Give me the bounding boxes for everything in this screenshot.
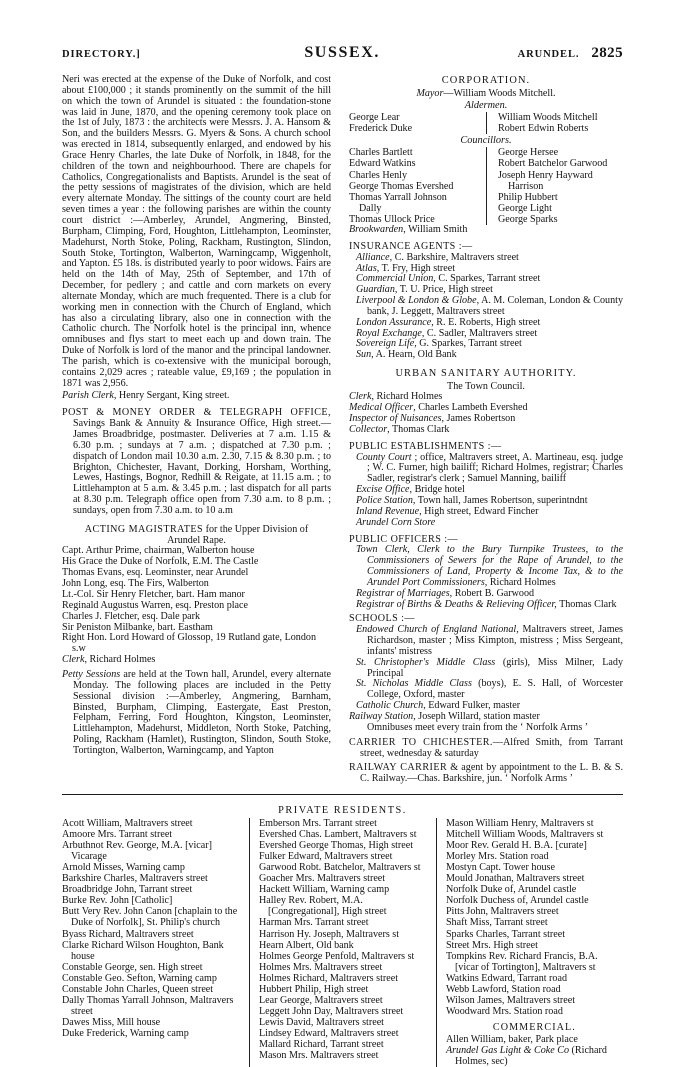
residents-column-1 [62,818,249,1067]
list-item: Norfolk Duchess of, Arundel castle [445,895,589,907]
entry-name: Inland Revenue [356,505,420,517]
entry-name: Royal Exchange [356,327,422,339]
entry-detail: , Maltravers street, James Richardson, master ; Miss Kimpton, mistress ; Miss Sergeant, infants' mistress [367,624,623,657]
entry-name: Arundel Gas Light & Coke Co [445,1045,570,1056]
public-officers-list [349,545,623,610]
parish-clerk-entry [62,391,331,402]
list-item: Hearn Albert, Old bank [258,939,354,951]
schools-heading: SCHOOLS :— [349,613,415,625]
section-divider-rule [62,794,623,795]
urban-sanitary-authority-subheading: The Town Council. [447,381,525,393]
list-item: George Light [498,202,552,214]
list-item: Edward Watkins [349,158,416,170]
aldermen-column-left [349,112,486,134]
list-item: Charles Henly [349,169,408,181]
entry-name: Registrar of Marriages [356,587,450,599]
entry-name: Alliance [356,251,390,263]
parish-clerk-label: Parish Clerk [62,390,114,402]
running-head-county: SUSSEX. [304,44,380,61]
list-item: Frederick Duke [349,123,413,135]
list-item: Lindsey Edward, Maltravers street [258,1027,399,1039]
list-item: Dawes Miss, Mill house [62,1016,161,1028]
magistrates-clerk-entry [62,655,331,666]
list-item: Butt Very Rev. John Canon [chaplain to the Duke of Norfolk], St. Philip's church [62,906,238,929]
entry-name: Commercial Union [356,273,434,285]
entry-name: Arundel Corn Store [356,516,436,528]
list-item: Evershed Chas. Lambert, Maltravers st [258,829,417,841]
residents-column-2 [249,818,436,1067]
entry-detail: , Charles Lambeth Evershed [413,402,528,414]
list-item: Garwood Robt. Batchelor, Maltravers st [258,862,421,874]
list-item: Harman Mrs. Tarrant street [258,917,369,929]
list-item: Halley Rev. Robert, M.A. [Congregational], High street [258,895,387,918]
commercial-heading: COMMERCIAL. [492,1021,576,1033]
entry-name: London Assurance [356,316,432,328]
list-item: Sir Peniston Milbanke, bart. Eastham [62,621,213,633]
list-item: Arnold Misses, Warning camp [62,862,185,874]
railway-carrier-label: RAILWAY CARRIER [349,762,448,774]
entry-detail: , Robert B. Garwood [449,587,535,599]
residents-column-3 [436,818,623,1067]
list-item: Amoore Mrs. Tarrant street [62,829,173,841]
list-item: Robert Batchelor Garwood [498,158,608,170]
entry-detail: , Thomas Clark [387,423,450,435]
left-column [62,75,340,757]
private-residents-heading: PRIVATE RESIDENTS. [278,805,407,817]
page-number: 2825 [591,45,623,61]
public-establishments-list [349,453,623,529]
list-item: Mason William Henry, Maltravers st [445,818,594,830]
mayor-label: Mayor [416,88,444,99]
entry-detail: , Edward Fulker, master [423,700,521,712]
acting-magistrates-heading-line2: Arundel Rape. [167,534,226,546]
list-item: Byass Richard, Maltravers street [62,928,194,940]
list-item: Hubbert Philip, High street [258,983,369,995]
list-item: Evershed George Thomas, High street [258,840,414,852]
entry-name: Catholic Church [356,700,424,712]
post-office-body: Savings Bank & Annuity & Insurance Office, High street.—James Broadbridge, postmaster. Deliveries at 7 a.m. 1.15 & 6.30 p.m. ; sundays at 7 a.m. ; dispatched at 7.30 p.m. ; dispatch of London mail 10.30 a.m. 2.30, 7.15 & 8.30 p.m. ; to Brighton, Chichester, Havant, Dorking, Horsham, Worthing, Lewes, Hastings, Bognor, Redhill & Reigate, at 11.15 a.m. ; to Littlehampton at 5 a.m. & 3.45 p.m. ; last dispatch for all parts at 8.30 p.m. Telegraph office open from 7.30 a.m. to 8 p.m. ; sundays, open from 7.30 a.m. to 10 a.m [73,418,331,516]
list-item: Harrison [508,180,544,192]
magistrates-clerk-value: , Richard Holmes [84,654,156,666]
list-item [349,425,623,436]
list-item: Holmes Richard, Maltravers street [258,972,398,984]
list-item: Norfolk Duke of, Arundel castle [445,884,577,896]
entry-detail: , T. U. Price, High street [394,284,493,296]
entry-detail: , G. Sparkes, Tarrant street [414,338,522,350]
entry-detail: , C. Sadler, Maltravers street [421,327,538,339]
list-item: Broadbridge John, Tarrant street [62,884,193,896]
private-residents-columns [62,818,623,1067]
list-item [356,600,623,611]
entry-detail: (girls), Miss Milner, Lady Principal [367,656,623,679]
mayor-value: —William Woods Mitchell. [443,88,556,99]
carrier-to-chichester-entry [349,738,623,760]
list-item: Mason Mrs. Maltravers street [258,1050,379,1062]
entry-name: Inspector of Nuisances [349,413,442,425]
post-office-label: POST & MONEY ORDER & TELEGRAPH OFFICE, [62,407,331,419]
list-item: Philip Hubbert [498,191,558,203]
urban-sanitary-authority-heading: URBAN SANITARY AUTHORITY. [395,368,577,380]
list-item: William Woods Mitchell [498,112,598,124]
insurance-agents-heading: INSURANCE AGENTS :— [349,240,473,252]
entry-detail: ; office, Maltravers street, A. Martineau, esq. judge ; W. C. Furner, high bailiff; Richard Holmes, registrar; Charles Sadler, registrar's clerk ; Samuel Manning, bailiff [367,451,623,485]
list-item: Leggett John Day, Maltravers street [258,1005,404,1017]
omnibus-note: Omnibuses meet every train from the ‘ Norfolk Arms ’ [367,721,589,733]
mayor-entry [349,88,623,99]
list-item: Holmes Mrs. Maltravers street [258,961,383,973]
list-item: Hackett William, Warning camp [258,884,390,896]
corporation-heading: CORPORATION. [441,75,531,86]
entry-name: Atlas [356,262,377,274]
entry-name: Guardian [356,284,395,296]
entry-detail: , James Robertson [441,413,516,425]
post-office-entry [62,408,331,516]
list-item: Barkshire Charles, Maltravers street [62,873,208,885]
list-item: Acott William, Maltravers street [62,818,193,830]
list-item [356,545,623,588]
entry-name: Sovereign Life [356,338,415,350]
list-item: Webb Lawford, Station road [445,983,561,995]
parish-clerk-value: , Henry Sergant, King street. [113,390,230,402]
entry-detail: , High street, Edward Fincher [419,505,539,517]
entry-detail: , A. Hearn, Old Bank [371,349,457,361]
list-item: Duke Frederick, Warning camp [62,1027,189,1039]
list-item: Sparks Charles, Tarrant street [445,928,566,940]
entry-detail: , Bridge hotel [409,484,465,496]
brookwarden-label: Brookwarden [349,224,404,236]
insurance-agents-list [349,253,623,361]
carrier-to-chichester-label: CARRIER TO CHICHESTER. [349,736,493,748]
entry-detail: (Richard Holmes, sec) [454,1045,607,1067]
list-item: George Hersee [498,147,559,159]
list-item: Dally Thomas Yarrall Johnson, Maltravers street [62,994,234,1017]
running-head-left: DIRECTORY.] [62,49,141,60]
list-item: Clarke Richard Wilson Houghton, Bank house [62,939,224,962]
entry-detail: (boys), E. S. Hall, of Worcester College, Oxford, master [367,678,623,701]
entry-name: St. Nicholas Middle Class [356,678,472,690]
councillors-column-right [486,147,623,225]
running-head [62,44,623,62]
carrier-to-chichester-body: —Alfred Smith, from Tarrant street, wednesday & saturday [360,736,623,759]
list-item [356,350,623,361]
list-item: Charles J. Fletcher, esq. Dale park [62,610,201,622]
list-item: Shaft Miss, Tarrant street [445,917,548,929]
petty-sessions-body: are held at the Town hall, Arundel, every alternate Monday. The following places are included in the Petty Sessional division :—Amberley, Angmering, Barnham, Binsted, Burpham, Climping, Eastergate, East Preston, Felpham, Ferring, Ford Houghton, Kingston, Leominster, Littlehampton, Madehurst, Middleton, North Stoke, Patching, Poling, Rackham (Hamlet), Rustington, Slindon, South Stoke, Tortington, Walberton, Warningcamp, and Yapton [73,669,332,756]
list-item [446,1045,623,1067]
entry-name: Liverpool & London & Globe [356,295,477,307]
entry-detail: , C. Sparkes, Tarrant street [433,273,541,285]
acting-magistrates-heading-rest: for the Upper Division of [203,523,309,535]
entry-name: Collector [349,423,388,435]
list-item [356,296,623,318]
brookwarden-value: , William Smith [403,224,468,236]
petty-sessions-label: Petty Sessions [62,669,121,681]
list-item: Constable George, sen. High street [62,961,203,973]
brookwarden-entry [349,225,623,236]
list-item: Constable Geo. Sefton, Warning camp [62,972,217,984]
arundel-intro-paragraph: Neri was erected at the expense of the Duke of Norfolk, and cost about £100,000 ; it stands prominently on the summit of the hill on which the town of Arundel is situated : the foundation-stone was laid in June, 1870, and the opening ceremony took place on the 1st of July, 1873 : the architects were Messrs. J. A. Hansom & Son, and the builders Messrs. G. Myers & Sons. A church school was erected in 1814, subsequently enlarged, and endowed by his Grace Henry Charles, the late Duke of Norfolk, in 1848, for the children of the town and neighbourhood. There are chapels for Catholics, Congregationalists and Baptists. Arundel is the seat of the petty sessions of magistrates of the division, which are held every alternate Monday. The sittings of the county court are held seven times a year : the following parishes are within the county court district :—Amberley, Arundel, Angmering, Binsted, Burpham, Climping, Ford, Houghton, Littlehampton, Leominster, Madehurst, North Stoke, Poling, Rackham, Rustington, Slindon, South Stoke, Tortington, Walberton, Warningcamp, Wiggenholt, and Yapton. £5 18s. is distributed yearly to poor widows. Fairs are held on the 14th of May, 25th of September, and 17th of December, for pedlery ; and cattle and corn markets on every alternate Monday, which are much frequented. There is a club for working men in connection with the Church of England, which has also a circulating library, also one in connection with the Catholic church. The Norfolk hotel is the principal inn, whence omnibuses and flys start to meet each up and down train. The Duke of Norfolk is lord of the manor and the principal landowner. The parish, which is co-extensive with the municipal borough, contains 2,029 acres ; rateable value, £9,169 ; the population in 1871 was 2,956. [62,74,331,389]
entry-detail: , A. M. Coleman, London & County bank, J. Leggett, Maltravers street [367,295,623,317]
list-item: Mostyn Capt. Tower house [445,862,555,874]
magistrates-list [62,546,331,655]
list-item: George Sparks [498,213,558,225]
list-item: Lt.-Col. Sir Henry Fletcher, bart. Ham manor [62,588,245,600]
list-item: Lewis David, Maltravers street [258,1016,384,1028]
list-item: Arbuthnot Rev. George, M.A. [vicar] Vicarage [62,840,212,863]
list-item: Holmes George Penfold, Maltravers st [258,950,415,962]
list-item: Harrison Hy. Joseph, Maltravers st [258,928,400,940]
list-item: Moor Rev. Gerald H. B.A. [curate] [445,840,587,852]
list-item: His Grace the Duke of Norfolk, E.M. The Castle [62,556,259,568]
list-item [356,453,623,486]
list-item: Thomas Ullock Price [349,213,435,225]
entry-name: Police Station [356,494,413,506]
list-item [356,625,623,658]
councillors-list [349,147,623,225]
list-item: Watkins Edward, Tarrant road [445,972,567,984]
entry-name: Town Clerk, Clerk to the Bury Turnpike Trustees, to the Commissioners of Sewers for the Rape of Arundel, to the Commissioners of Land, Property & Income Tax, & to the Arundel Port Commissioners, [356,544,623,588]
entry-detail: Richard Holmes [487,576,556,588]
main-two-column-body [62,75,623,785]
aldermen-heading: Aldermen. [464,100,508,112]
running-head-right [518,45,623,62]
aldermen-list [349,112,623,134]
list-item: Joseph Henry Hayward [498,169,593,181]
list-item: Fulker Edward, Maltravers street [258,851,393,863]
entry-detail: , Richard Holmes [371,391,443,403]
list-item: Mallard Richard, Tarrant street [258,1039,384,1050]
entry-detail: , R. E. Roberts, High street [431,316,541,328]
list-item: Goacher Mrs. Maltravers street [258,873,386,885]
acting-magistrates-heading [62,524,331,535]
right-column [340,75,623,785]
list-item: Dally [359,202,382,214]
list-item: Burke Rev. John [Catholic] [62,895,173,907]
list-item: Thomas Evans, esq. Leominster, near Arundel [62,566,249,578]
list-item: Constable John Charles, Queen street [62,983,214,995]
list-item: Mitchell William Woods, Maltravers st [445,829,604,841]
entry-detail: , C. Barkshire, Maltravers street [389,251,519,263]
entry-name: Railway Station [349,711,414,722]
list-item: Pitts John, Maltravers street [445,906,559,918]
list-item [356,679,623,701]
list-item: Tompkins Rev. Richard Francis, B.A. [vicar of Tortington], Maltravers st [445,950,598,973]
entry-detail: , Town hall, James Robertson, superintndnt [412,494,588,506]
entry-name: Medical Officer [349,402,414,414]
entry-name: Sun [356,349,372,361]
entry-name: Excise Office [356,484,410,496]
acting-magistrates-label: ACTING MAGISTRATES [84,523,204,535]
public-establishments-heading: PUBLIC ESTABLISHMENTS :— [349,440,502,452]
entry-name: Clerk [349,391,372,403]
entry-name: St. Christopher's Middle Class [356,656,496,668]
councillors-column-left [349,147,486,225]
schools-list [349,625,623,712]
list-item [356,518,623,529]
entry-name: Endowed Church of England National [356,624,517,636]
list-item [356,658,623,680]
list-item: John Long, esq. The Firs, Walberton [62,577,209,589]
list-item: George Lear [349,112,400,124]
list-item: Lear George, Maltravers street [258,994,383,1006]
list-item: Reginald Augustus Warren, esq. Preston place [62,599,248,611]
railway-carrier-entry [349,763,623,785]
list-item: Thomas Yarrall Johnson [349,191,447,203]
running-head-place: ARUNDEL. [517,49,580,60]
list-item: Emberson Mrs. Tarrant street [258,818,377,830]
list-item: Capt. Arthur Prime, chairman, Walberton house [62,545,255,557]
aldermen-column-right [486,112,623,134]
entry-detail: Thomas Clark [556,598,617,610]
list-item: George Thomas Evershed [349,180,454,192]
list-item: Morley Mrs. Station road [445,851,549,863]
list-item: Right Hon. Lord Howard of Glossop, 19 Rutland gate, London s.w [62,632,316,655]
entry-name: County Court [356,451,412,463]
sanitary-officers-list [349,392,623,435]
list-item: Woodward Mrs. Station road [445,1005,563,1017]
list-item: Allen William, baker, Park place [445,1033,578,1045]
list-item: Robert Edwin Roberts [498,123,589,135]
entry-detail: , Joseph Willard, station master [413,711,540,722]
list-item: Charles Bartlett [349,147,413,159]
magistrates-clerk-label: Clerk [62,654,85,666]
councillors-heading: Councillors. [460,135,512,147]
entry-name: Registrar of Births & Deaths & Relieving Officer, [356,598,557,610]
list-item: Wilson James, Maltravers street [445,994,576,1006]
list-item: Street Mrs. High street [445,939,538,951]
railway-carrier-body: & agent by appointment to the L. B. & S. C. Railway.—Chas. Barkshire, jun. ‘ Norfolk Arms ’ [360,762,623,785]
entry-detail: , T. Fry, High street [376,262,456,274]
list-item: Mould Jonathan, Maltravers street [445,873,585,885]
petty-sessions-entry [62,670,331,757]
public-officers-heading: PUBLIC OFFICERS :— [349,533,459,545]
